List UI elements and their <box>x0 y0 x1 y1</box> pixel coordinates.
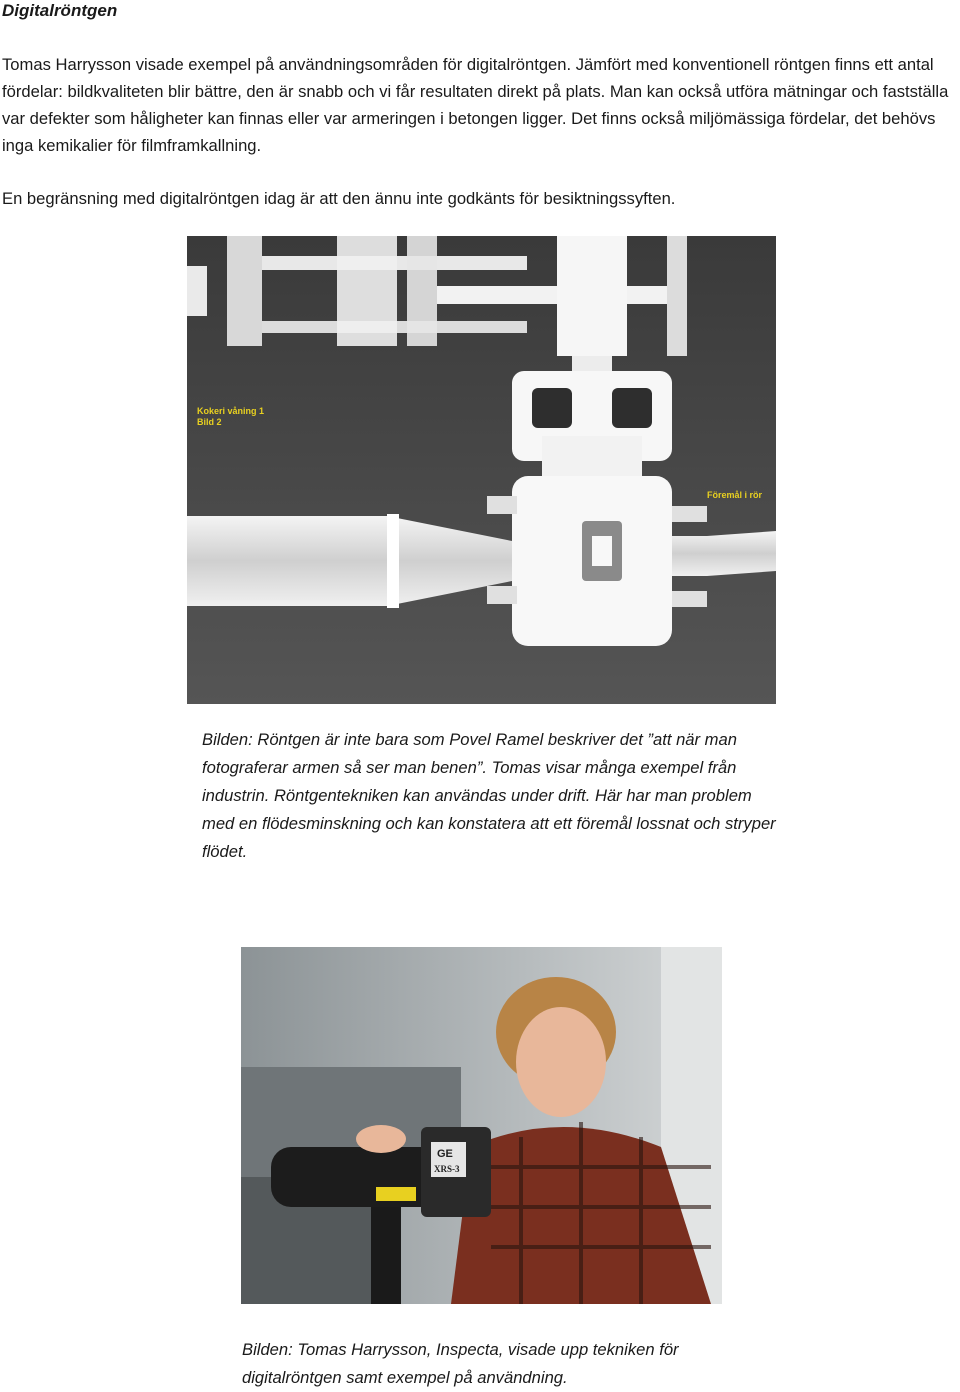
xray-caption: Bilden: Röntgen är inte bara som Povel Ramel beskriver det ”att när man fotograferar armen så ser man benen”. Tomas visar många exempel från industrin. Röntgentekniken kan användas under drift. Här har man problem med en flödesminskning och kan konstatera att ett föremål lossnat och stryper flödet. <box>202 730 776 861</box>
page-heading: Digitalröntgen <box>2 1 118 20</box>
device-brand-label: GE <box>437 1148 453 1160</box>
xray-image <box>187 236 776 704</box>
device-model-label: XRS-3 <box>434 1164 460 1174</box>
portrait-caption: Bilden: Tomas Harrysson, Inspecta, visade upp tekniken för digitalröntgen samt exempel på användning. <box>242 1340 679 1387</box>
xray-label-image-number: Bild 2 <box>197 417 222 427</box>
xray-label-location: Kokeri våning 1 <box>197 406 265 416</box>
intro-paragraph: Tomas Harrysson visade exempel på användningsområden för digitalröntgen. Jämfört med konventionell röntgen finns ett antal fördelar: bildkvaliteten blir bättre, den är snabb och vi får resultaten direkt på plats. Man kan också utföra mätningar och fastställa var defekter som håligheter kan finnas eller var armeringen i betongen ligger. Det finns också miljömässiga fördelar, det behövs inga kemikalier för filmframkallning. <box>2 55 949 155</box>
portrait-photo <box>241 947 722 1304</box>
xray-label-object: Föremål i rör <box>707 490 763 500</box>
limitation-paragraph: En begränsning med digitalröntgen idag är att den ännu inte godkänts för besiktningssyften. <box>2 189 676 208</box>
